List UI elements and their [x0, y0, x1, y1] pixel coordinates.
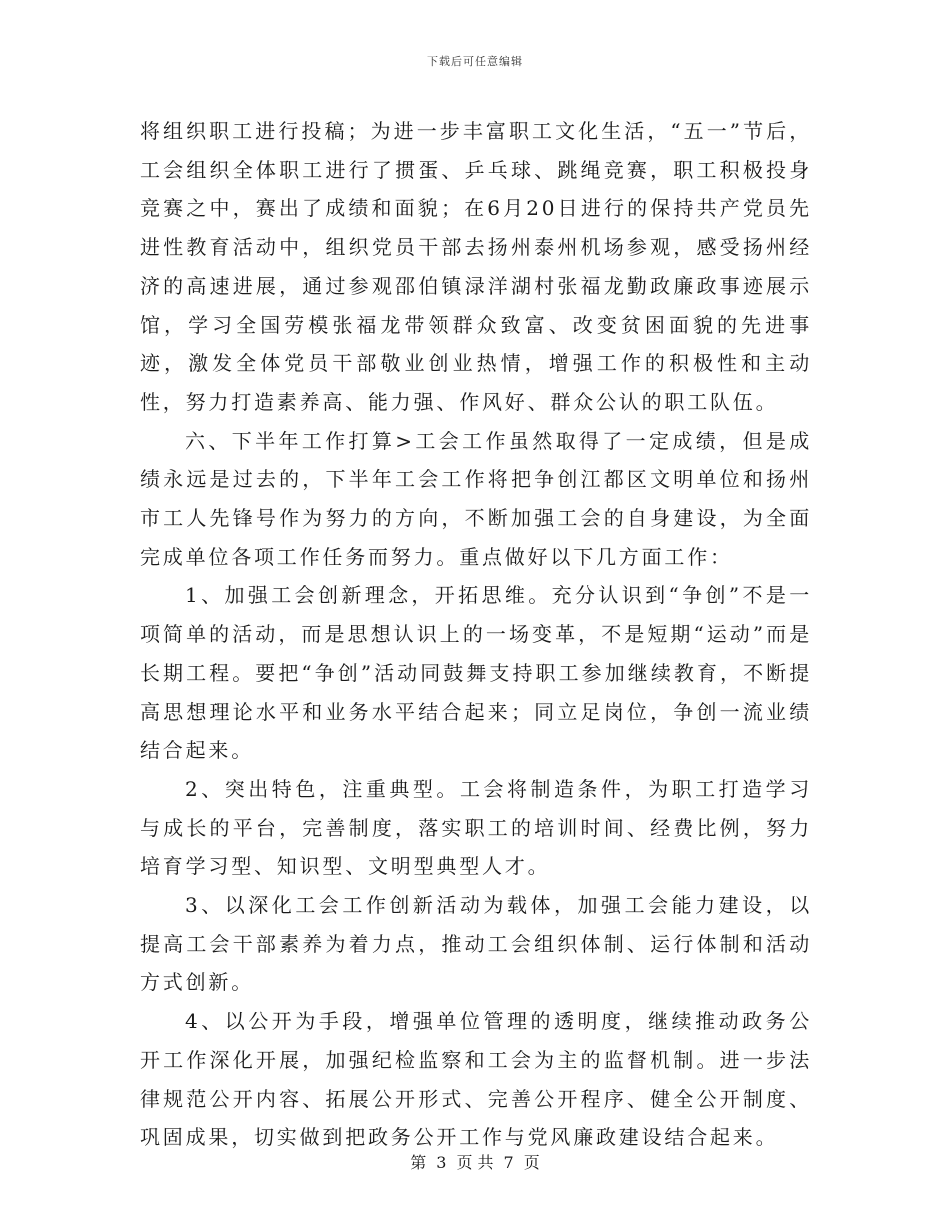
- paragraph-continuation: 将组织职工进行投稿；为进一步丰富职工文化生活，“五一”节后，工会组织全体职工进行了掼蛋、乒乓球、跳绳竞赛，职工积极投身竞赛之中，赛出了成绩和面貌；在6月20日进行的保持共产党员先进性教育活动中，组织党员干部去扬州泰州机场参观，感受扬州经济的高速进展，通过参观邵伯镇渌洋湖村张福龙勤政廉政事迹展示馆，学习全国劳模张福龙带领群众致富、改变贫困面貌的先进事迹，激发全体党员干部敬业创业热情，增强工作的积极性和主动性，努力打造素养高、能力强、作风好、群众公认的职工队伍。: [140, 119, 812, 414]
- paragraph-item-2: 2、突出特色，注重典型。工会将制造条件，为职工打造学习与成长的平台，完善制度，落实职工的培训时间、经费比例，努力培育学习型、知识型、文明型典型人才。: [140, 776, 812, 879]
- footer-suffix: 页: [523, 1153, 540, 1172]
- footer-total-pages: 7: [503, 1153, 514, 1172]
- footer-middle: 页 共: [456, 1153, 494, 1172]
- document-body: [140, 112, 812, 1157]
- paragraph-section-six: 六、下半年工作打算>工会工作虽然取得了一定成绩，但是成绩永远是过去的，下半年工会工作将把争创江都区文明单位和扬州市工人先锋号作为努力的方向，不断加强工会的自身建设，为全面完成单位各项工作任务而努力。重点做好以下几方面工作：: [140, 428, 812, 569]
- paragraph-item-3: 3、以深化工会工作创新活动为载体，加强工会能力建设，以提高工会干部素养为着力点，推动工会组织体制、运行体制和活动方式创新。: [140, 893, 812, 995]
- page-header: 下载后可任意编辑: [427, 55, 523, 68]
- footer-page-number: 3: [436, 1153, 447, 1172]
- paragraph-item-4: 4、以公开为手段，增强单位管理的透明度，继续推动政务公开工作深化开展，加强纪检监察和工会为主的监督机制。进一步法律规范公开内容、拓展公开形式、完善公开程序、健全公开制度、巩固成果，切实做到把政务公开工作与党风廉政建设结合起来。: [140, 1009, 812, 1150]
- footer-prefix: 第: [410, 1153, 427, 1172]
- paragraph-item-1: 1、加强工会创新理念，开拓思维。充分认识到“争创”不是一项简单的活动，而是思想认识上的一场变革，不是短期“运动”而是长期工程。要把“争创”活动同鼓舞支持职工参加继续教育，不断提高思想理论水平和业务水平结合起来；同立足岗位，争创一流业绩结合起来。: [140, 583, 812, 763]
- page-footer: [0, 1150, 950, 1173]
